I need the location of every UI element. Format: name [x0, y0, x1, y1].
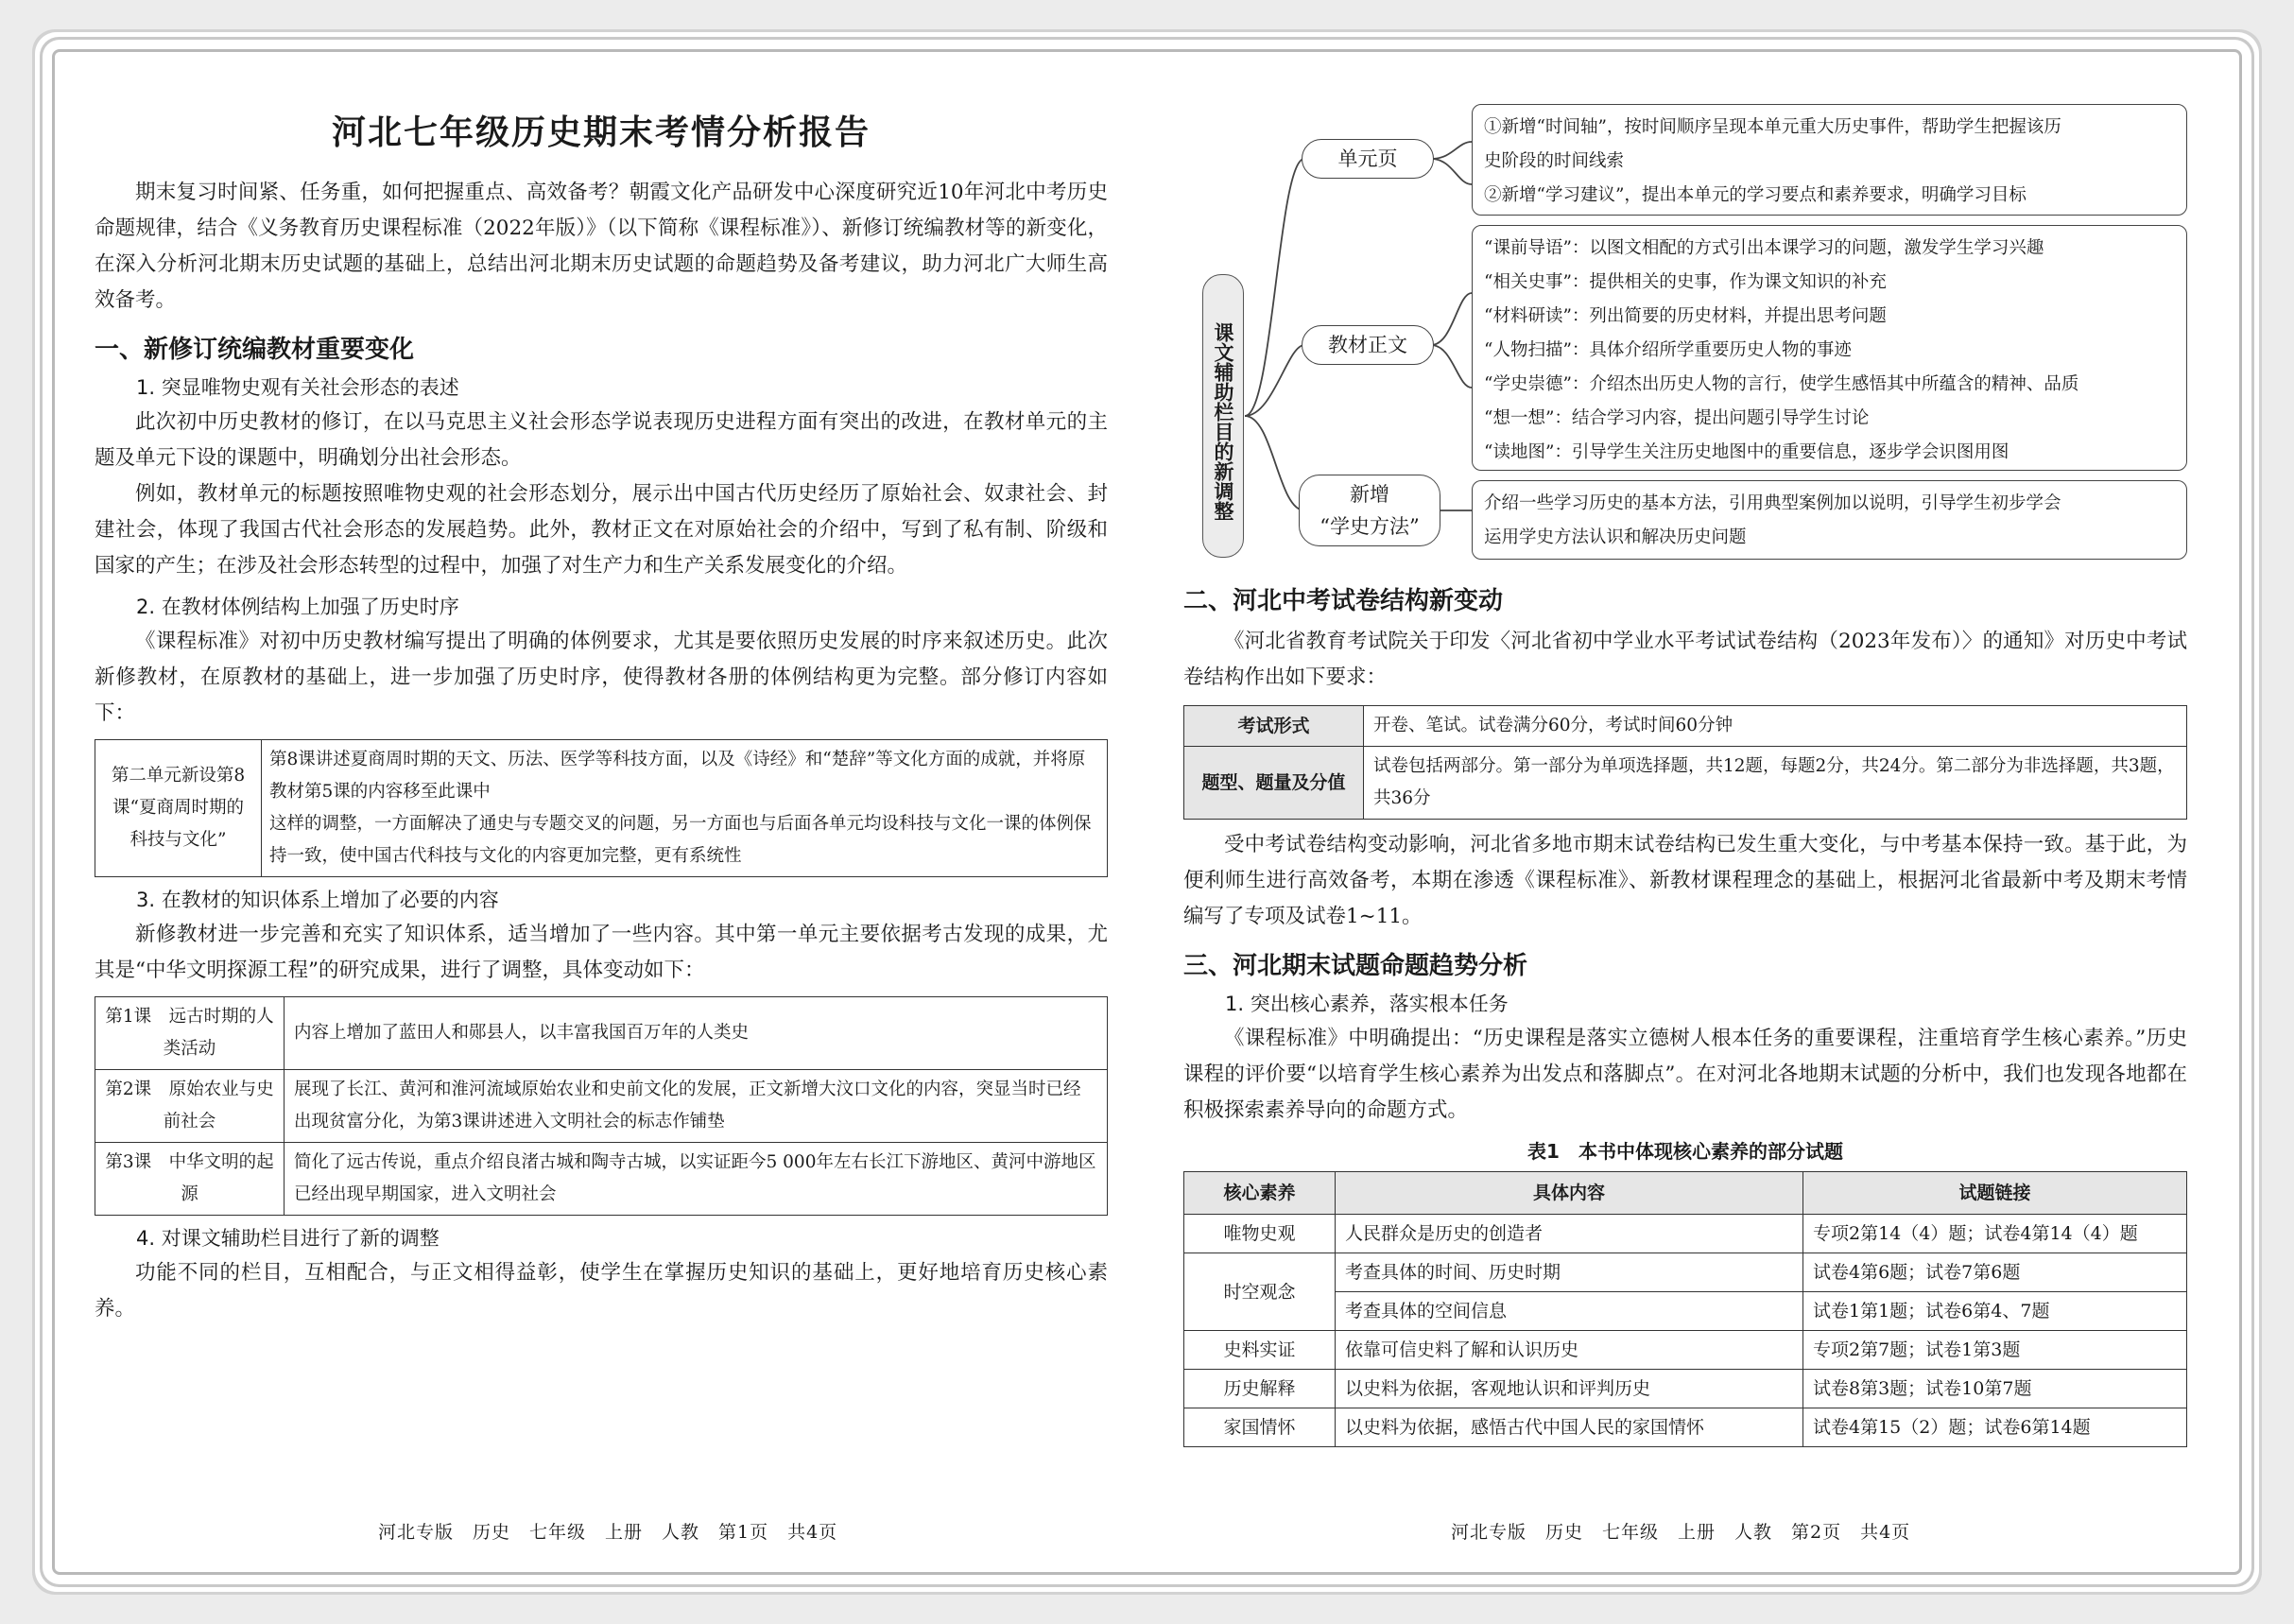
section-2-heading: 二、河北中考试卷结构新变动: [1183, 587, 1504, 615]
mindmap: [1183, 104, 2187, 581]
section-1-heading: 一、新修订统编教材重要变化: [95, 336, 415, 364]
mindmap-node-label: 新增: [1350, 483, 1389, 506]
mindmap-line: “材料研读”：列出简要的历史材料，并提出思考问题: [1484, 306, 1887, 326]
document-title: 河北七年级历史期末考情分析报告: [331, 113, 871, 152]
lesson-content: 内容上增加了蓝田人和郧县人，以丰富我国百万年的人类史: [285, 997, 1108, 1070]
section-1-sub-1: 1. 突显唯物史观有关社会形态的表述: [136, 376, 459, 399]
column-header: 试题链接: [1803, 1172, 2187, 1215]
column-header: 具体内容: [1336, 1172, 1803, 1215]
mindmap-node-label: 教材正文: [1328, 334, 1407, 356]
lesson-content: 简化了远古传说，重点介绍良渚古城和陶寺古城，以实证距今5 000年左右长江下游地区、黄河中游地区已经出现早期国家，进入文明社会: [285, 1143, 1108, 1216]
table-row: [1184, 1253, 2187, 1292]
table-row: [1184, 1215, 2187, 1253]
table-row: [1184, 706, 2187, 747]
section-1-paragraph-4: 新修教材进一步完善和充实了知识体系，适当增加了一些内容。其中第一单元主要依据考古发现的成果，尤其是“中华文明探源工程”的研究成果，进行了调整，具体变动如下：: [95, 923, 1108, 982]
table-row: [1184, 1408, 2187, 1447]
link-cell: 试卷1第1题；试卷6第4、7题: [1803, 1292, 2187, 1331]
exam-structure-content: 试卷包括两部分。第一部分为单项选择题，共12题，每题2分，共24分。第二部分为非选择题，共3题，共36分: [1364, 747, 2187, 820]
content-cell: 以史料为依据，感悟古代中国人民的家国情怀: [1336, 1408, 1803, 1447]
table-row: [1184, 1292, 2187, 1331]
table-caption: 表1 本书中体现核心素养的部分试题: [1527, 1140, 1843, 1163]
literacy-cell: 家国情怀: [1184, 1408, 1336, 1447]
table-row: [95, 1143, 1108, 1216]
literacy-cell: 史料实证: [1184, 1331, 1336, 1370]
mindmap-node-method: [1299, 475, 1440, 546]
mindmap-node-label: 单元页: [1337, 147, 1398, 170]
link-cell: 专项2第14（4）题；试卷4第14（4）题: [1803, 1215, 2187, 1253]
content-cell: 考查具体的时间、历史时期: [1336, 1253, 1803, 1292]
section-1-paragraph-5: 功能不同的栏目，互相配合，与正文相得益彰，使学生在掌握历史知识的基础上，更好地培育历史核心素养。: [95, 1261, 1108, 1321]
literacy-cell: 历史解释: [1184, 1370, 1336, 1408]
exam-structure-head: 考试形式: [1184, 706, 1364, 747]
content-cell: 以史料为依据，客观地认识和评判历史: [1336, 1370, 1803, 1408]
table-header-row: [1184, 1172, 2187, 1215]
lesson-name: 第1课 远古时期的人类活动: [95, 997, 285, 1070]
mindmap-line: 运用学史方法认识和解决历史问题: [1484, 527, 1747, 547]
link-cell: 试卷4第6题；试卷7第6题: [1803, 1253, 2187, 1292]
mindmap-line: 史阶段的时间线索: [1484, 151, 1625, 171]
section-1-sub-3: 3. 在教材的知识体系上增加了必要的内容: [136, 889, 499, 911]
footer-left: 河北专版 历史 七年级 上册 人教 第1页 共4页: [378, 1522, 838, 1543]
mindmap-line: “人物扫描”：具体介绍所学重要历史人物的事迹: [1484, 340, 1852, 360]
section-1-paragraph-2: 例如，教材单元的标题按照唯物史观的社会形态划分，展示出中国古代历史经历了原始社会、奴隶社会、封建社会，体现了我国古代社会形态的发展趋势。此外，教材正文在对原始社会的介绍中，写到了私有制、阶级和国家的产生；在涉及社会形态转型的过程中，加强了对生产力和生产关系发展变化的介绍。: [95, 482, 1108, 578]
mindmap-line: 介绍一些学习历史的基本方法，引用典型案例加以说明，引导学生初步学会: [1484, 493, 2061, 513]
mindmap-line: “读地图”：引导学生关注历史地图中的重要信息，逐步学会识图用图: [1484, 442, 2009, 462]
mindmap-line: “学史崇德”：介绍杰出历史人物的言行，使学生感悟其中所蕴含的精神、品质: [1484, 374, 2079, 394]
section-3-heading: 三、河北期末试题命题趋势分析: [1183, 952, 1528, 980]
section-2-paragraph-2: 受中考试卷结构变动影响，河北省多地市期末试卷结构已发生重大变化，与中考基本保持一致。基于此，为便利师生进行高效备考，本期在渗透《课程标准》、新教材课程理念的基础上，根据河北省最新中考及期末考情编写了专项及试卷1~11。: [1183, 833, 2187, 928]
exam-structure-content: 开卷、笔试。试卷满分60分，考试时间60分钟: [1364, 706, 2187, 747]
link-cell: 专项2第7题；试卷1第3题: [1803, 1331, 2187, 1370]
mindmap-box-unit-page: [1472, 104, 2187, 216]
mindmap-line: ①新增“时间轴”，按时间顺序呈现本单元重大历史事件，帮助学生把握该历: [1484, 117, 2061, 137]
section-1-paragraph-1: 此次初中历史教材的修订，在以马克思主义社会形态学说表现历史进程方面有突出的改进，在教材单元的主题及单元下设的课题中，明确划分出社会形态。: [95, 410, 1108, 470]
mindmap-root: 课文辅助栏目的新调整: [1202, 274, 1244, 558]
table-row: [1184, 1370, 2187, 1408]
unit-change-content: [262, 740, 1108, 877]
content-cell: 人民群众是历史的创造者: [1336, 1215, 1803, 1253]
section-1-sub-2: 2. 在教材体例结构上加强了历史时序: [136, 596, 459, 618]
mindmap-box-method: [1472, 480, 2187, 560]
literacy-cell: 时空观念: [1184, 1253, 1336, 1331]
unit-change-line-2: 这样的调整，一方面解决了通史与专题交叉的问题，另一方面也与后面各单元均设科技与文化一课的体例保持一致，使中国古代科技与文化的内容更加完整，更有系统性: [269, 814, 1092, 866]
core-literacy-table: [1183, 1171, 2187, 1447]
table-row: [95, 1070, 1108, 1143]
link-cell: 试卷8第3题；试卷10第7题: [1803, 1370, 2187, 1408]
lesson-content: 展现了长江、黄河和淮河流域原始农业和史前文化的发展，正文新增大汶口文化的内容，突显当时已经出现贫富分化，为第3课讲述进入文明社会的标志作铺垫: [285, 1070, 1108, 1143]
mindmap-line: “想一想”：结合学习内容，提出问题引导学生讨论: [1484, 408, 1870, 428]
mindmap-node-label: “学史方法”: [1319, 515, 1420, 538]
unit-change-head: 第二单元新设第8课“夏商周时期的科技与文化”: [95, 740, 262, 877]
mindmap-node-unit-page: [1302, 139, 1434, 179]
mindmap-node-textbook: [1302, 325, 1434, 365]
section-1-sub-4: 4. 对课文辅助栏目进行了新的调整: [136, 1227, 440, 1250]
lesson-name: 第3课 中华文明的起源: [95, 1143, 285, 1216]
unit-change-line-1: 第8课讲述夏商周时期的天文、历法、医学等科技方面，以及《诗经》和“楚辞”等文化方面的成就，并将原教材第5课的内容移至此课中: [269, 750, 1086, 802]
intro-paragraph: 期末复习时间紧、任务重，如何把握重点、高效备考？朝霞文化产品研发中心深度研究近10年河北中考历史命题规律，结合《义务教育历史课程标准（2022年版）》（以下简称《课程标准》）、新修订统编教材等的新变化，在深入分析河北期末历史试题的基础上，总结出河北期末历史试题的命题趋势及备考建议，助力河北广大师生高效备考。: [95, 181, 1108, 312]
lesson-name: 第2课 原始农业与史前社会: [95, 1070, 285, 1143]
section-3-sub-1: 1. 突出核心素养，落实根本任务: [1225, 993, 1509, 1015]
footer-right: 河北专版 历史 七年级 上册 人教 第2页 共4页: [1451, 1522, 1911, 1543]
exam-structure-table: [1183, 705, 2187, 820]
table-row: [1184, 1331, 2187, 1370]
link-cell: 试卷4第15（2）题；试卷6第14题: [1803, 1408, 2187, 1447]
section-1-paragraph-3: 《课程标准》对初中历史教材编写提出了明确的体例要求，尤其是要依照历史发展的时序来叙述历史。此次新修教材，在原教材的基础上，进一步加强了历史时序，使得教材各册的体例结构更为完整。部分修订内容如下：: [95, 630, 1108, 725]
section-3-paragraph-1: 《课程标准》中明确提出：“历史课程是落实立德树人根本任务的重要课程，注重培育学生核心素养。”历史课程的评价要“以培育学生核心素养为出发点和落脚点”。在对河北各地期末试题的分析中，我们也发现各地都在积极探索素养导向的命题方式。: [1183, 1027, 2187, 1122]
unit-change-table: [95, 739, 1108, 877]
table-row: [1184, 747, 2187, 820]
exam-structure-head: 题型、题量及分值: [1184, 747, 1364, 820]
column-header: 核心素养: [1184, 1172, 1336, 1215]
table-row: [95, 997, 1108, 1070]
right-page: [1183, 66, 2187, 1447]
mindmap-line: “相关史事”：提供相关的史事，作为课文知识的补充: [1484, 272, 1887, 292]
mindmap-line: “课前导语”：以图文相配的方式引出本课学习的问题，激发学生学习兴趣: [1484, 238, 2044, 258]
left-page: [95, 66, 1108, 1327]
content-cell: 依靠可信史料了解和认识历史: [1336, 1331, 1803, 1370]
mindmap-line: ②新增“学习建议”，提出本单元的学习要点和素养要求，明确学习目标: [1484, 185, 2027, 205]
mindmap-box-textbook: [1472, 225, 2187, 471]
literacy-cell: 唯物史观: [1184, 1215, 1336, 1253]
section-2-paragraph-1: 《河北省教育考试院关于印发〈河北省初中学业水平考试试卷结构（2023年发布）〉的通知》对历史中考试卷结构作出如下要求：: [1183, 630, 2187, 689]
lesson-change-table: [95, 996, 1108, 1216]
content-cell: 考查具体的空间信息: [1336, 1292, 1803, 1331]
